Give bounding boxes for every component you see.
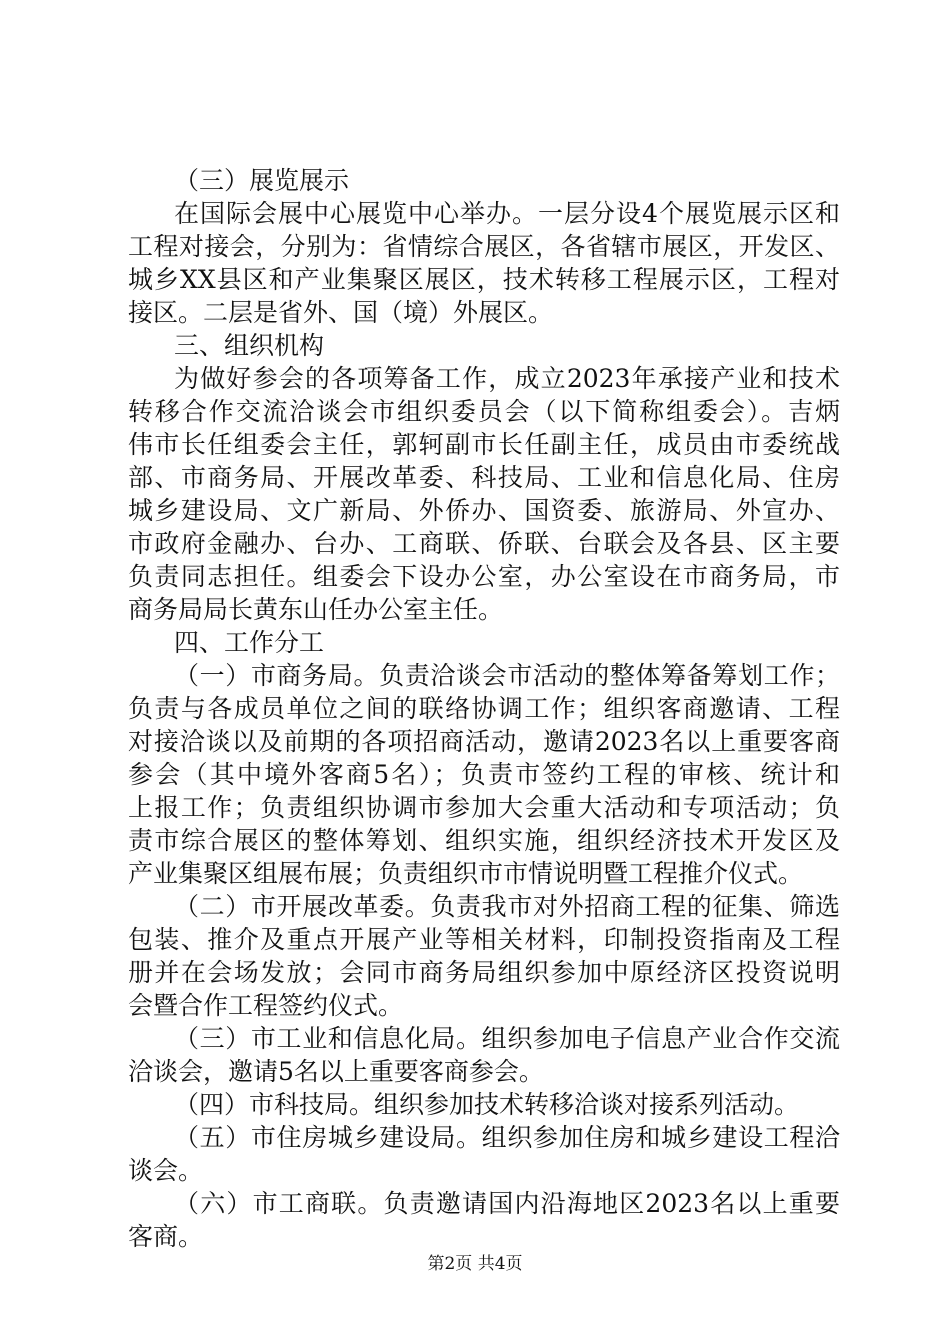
page-footer: 第2页 共4页: [427, 1254, 523, 1274]
text-line: 参会（其中境外客商5名）；负责市签约工程的审核、统计和: [128, 760, 840, 789]
text-line: 部、市商务局、开展改革委、科技局、工业和信息化局、住房: [128, 463, 840, 492]
text-line: 客商。: [128, 1222, 204, 1251]
text-line: 谈会。: [128, 1156, 204, 1185]
text-line: 会暨合作工程签约仪式。: [128, 991, 404, 1020]
paragraph: [128, 659, 840, 890]
text-line: 对接洽谈以及前期的各项招商活动，邀请2023名以上重要客商: [128, 727, 840, 756]
text-line: 责市综合展区的整体筹划、组织实施，组织经济技术开发区及: [128, 826, 840, 855]
section-heading: [128, 626, 840, 659]
text-line: 在国际会展中心展览中心举办。一层分设4个展览展示区和: [174, 199, 840, 228]
text-line: 三、组织机构: [174, 331, 325, 360]
text-line: （六）市工商联。负责邀请国内沿海地区2023名以上重要: [174, 1189, 840, 1218]
text-line: （四）市科技局。组织参加技术转移洽谈对接系列活动。: [174, 1090, 800, 1119]
text-line: （三）市工业和信息化局。组织参加电子信息产业合作交流: [174, 1024, 840, 1053]
section-heading: [128, 164, 840, 197]
text-line: 为做好参会的各项筹备工作，成立2023年承接产业和技术: [174, 364, 840, 393]
paragraph: [128, 1187, 840, 1253]
text-line: （五）市住房城乡建设局。组织参加住房和城乡建设工程洽: [174, 1123, 840, 1152]
text-line: （三）展览展示: [174, 166, 350, 195]
text-line: 负责同志担任。组委会下设办公室，办公室设在市商务局，市: [128, 562, 840, 591]
paragraph: [128, 362, 840, 626]
text-line: 四、工作分工: [174, 628, 325, 657]
document-body: [128, 164, 840, 1253]
text-line: 商务局局长黄东山任办公室主任。: [128, 595, 504, 624]
paragraph: [128, 197, 840, 329]
text-line: 册并在会场发放；会同市商务局组织参加中原经济区投资说明: [128, 958, 840, 987]
paragraph: [128, 890, 840, 1022]
text-line: 城乡建设局、文广新局、外侨办、国资委、旅游局、外宣办、: [128, 496, 840, 525]
paragraph: [128, 1121, 840, 1187]
text-line: 转移合作交流洽谈会市组织委员会（以下简称组委会）。吉炳: [128, 397, 840, 426]
paragraph: [128, 1022, 840, 1088]
text-line: 负责与各成员单位之间的联络协调工作；组织客商邀请、工程: [128, 694, 840, 723]
text-line: 城乡XX县区和产业集聚区展区，技术转移工程展示区，工程对: [128, 265, 840, 294]
text-line: 产业集聚区组展布展；负责组织市市情说明暨工程推介仪式。: [128, 859, 804, 888]
paragraph: [128, 1088, 840, 1121]
text-line: 工程对接会，分别为：省情综合展区，各省辖市展区，开发区、: [128, 232, 840, 261]
text-line: （二）市开展改革委。负责我市对外招商工程的征集、筛选: [174, 892, 840, 921]
text-line: 包装、推介及重点开展产业等相关材料，印制投资指南及工程: [128, 925, 840, 954]
section-heading: [128, 329, 840, 362]
text-line: 伟市长任组委会主任，郭轲副市长任副主任，成员由市委统战: [128, 430, 840, 459]
text-line: 市政府金融办、台办、工商联、侨联、台联会及各县、区主要: [128, 529, 840, 558]
text-line: 上报工作；负责组织协调市参加大会重大活动和专项活动；负: [128, 793, 840, 822]
text-line: 洽谈会，邀请5名以上重要客商参会。: [128, 1057, 544, 1086]
text-line: （一）市商务局。负责洽谈会市活动的整体筹备筹划工作；: [174, 661, 840, 690]
text-line: 接区。二层是省外、国（境）外展区。: [128, 298, 554, 327]
